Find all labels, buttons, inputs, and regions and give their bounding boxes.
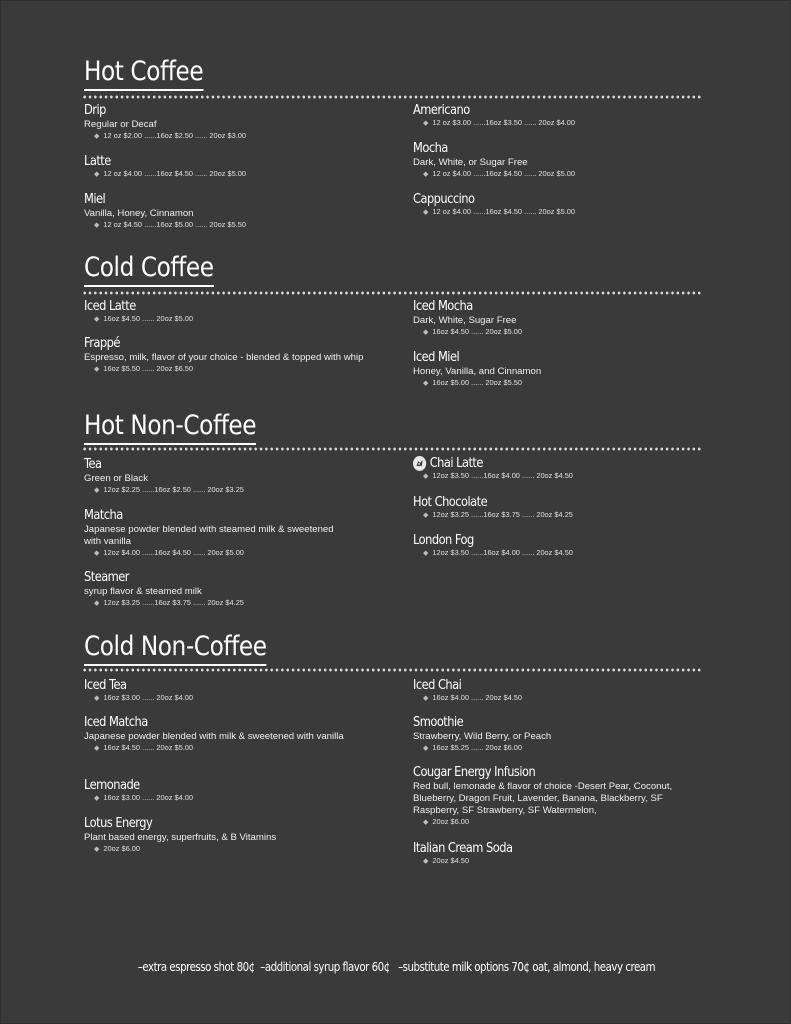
- bullet-icon: ◆: [94, 695, 100, 702]
- item-price: ◆ 12oz $3.25 ......16oz $3.75 ...... 20oz $4.25: [423, 510, 573, 519]
- item-price: ◆ 12 oz $2.00 ......16oz $2.50 ...... 20oz $3.00: [94, 131, 246, 140]
- item-name: Steamer: [84, 570, 129, 585]
- menu-item: [84, 571, 384, 609]
- menu-item: [84, 817, 384, 855]
- item-price: ◆ 20oz $6.00: [94, 844, 140, 853]
- bullet-icon: ◆: [94, 745, 100, 752]
- menu-item: [413, 104, 713, 129]
- item-name: Mocha: [413, 141, 448, 156]
- dotted-divider: [82, 95, 702, 99]
- item-price: ◆ 12oz $3.50 ......16oz $4.00 ...... 20oz $4.50: [423, 548, 573, 557]
- bullet-icon: ◆: [94, 171, 100, 178]
- section-title: Cold Non-Coffee: [84, 631, 267, 666]
- item-price: ◆ 12 oz $3.00 ......16oz $3.50 ...... 20oz $4.00: [423, 118, 575, 127]
- item-description: Strawberry, Wild Berry, or Peach: [413, 731, 552, 742]
- item-price: ◆ 12 oz $4.00 ......16oz $4.50 ...... 20oz $5.00: [423, 207, 575, 216]
- menu-item: [413, 142, 713, 180]
- bullet-icon: ◆: [94, 600, 100, 607]
- item-name: Cougar Energy Infusion: [413, 765, 536, 780]
- section-hot-coffee: [84, 56, 704, 229]
- item-price: ◆ 12oz $2.25 ......16oz $2.50 ...... 20oz $3.25: [94, 485, 244, 494]
- item-price: ◆ 16oz $3.00 ...... 20oz $4.00: [94, 793, 193, 802]
- section-cold-coffee: [84, 252, 704, 387]
- item-price: ◆ 12 oz $4.00 ......16oz $4.50 ...... 20oz $5.00: [423, 169, 575, 178]
- bullet-icon: ◆: [423, 209, 429, 216]
- item-price: ◆ 16oz $4.50 ...... 20oz $5.00: [94, 314, 193, 323]
- menu-item: [413, 496, 713, 521]
- item-name: Chai Latte: [413, 456, 677, 471]
- item-name: Italian Cream Soda: [413, 841, 513, 856]
- item-name: Iced Tea: [84, 678, 127, 693]
- menu-item: [413, 842, 713, 867]
- menu-item: [84, 509, 384, 559]
- item-name: Iced Matcha: [84, 715, 148, 730]
- item-name: Iced Latte: [84, 299, 136, 314]
- dotted-divider: [82, 668, 702, 672]
- dotted-divider: [82, 447, 702, 451]
- item-price: ◆ 12 oz $4.50 ......16oz $5.00 ...... 20oz $5.50: [94, 220, 246, 229]
- menu-item: [84, 679, 384, 704]
- menu-item: [413, 300, 713, 338]
- bullet-icon: ◆: [423, 473, 429, 480]
- section-title: Hot Coffee: [84, 56, 203, 91]
- bullet-icon: ◆: [94, 795, 100, 802]
- footer-text: –extra espresso shot 80¢ –additional syrup flavor 60¢ –substitute milk options 70¢ oat, almond, heavy cream: [137, 959, 656, 974]
- item-price: ◆ 20oz $4.50: [423, 856, 469, 865]
- item-price: ◆ 16oz $4.50 ...... 20oz $5.00: [423, 327, 522, 336]
- item-description: Vanilla, Honey, Cinnamon: [84, 208, 194, 219]
- item-name: Latte: [84, 154, 111, 169]
- bullet-icon: ◆: [423, 120, 429, 127]
- section-title: Hot Non-Coffee: [84, 410, 256, 445]
- menu-item: [413, 351, 713, 389]
- bullet-icon: ◆: [423, 695, 429, 702]
- item-description: Japanese powder blended with steamed milk & sweetened with vanilla: [84, 524, 334, 547]
- item-price: ◆ 12oz $3.25 ......16oz $3.75 ...... 20oz $4.25: [94, 598, 244, 607]
- menu-item: [84, 458, 384, 496]
- bullet-icon: ◆: [423, 380, 429, 387]
- bullet-icon: ◆: [94, 222, 100, 229]
- menu-item: [84, 716, 384, 754]
- menu-item: [84, 193, 384, 231]
- item-description: syrup flavor & steamed milk: [84, 586, 202, 597]
- bullet-icon: ◆: [94, 550, 100, 557]
- dotted-divider: [82, 291, 702, 295]
- bullet-icon: ◆: [94, 487, 100, 494]
- menu-item: [413, 766, 703, 828]
- item-name: Lotus Energy: [84, 816, 153, 831]
- menu-item: [84, 337, 384, 375]
- item-price: ◆ 20oz $6.00: [423, 817, 469, 826]
- bullet-icon: ◆: [423, 550, 429, 557]
- item-description: Dark, White, Sugar Free: [413, 315, 517, 326]
- item-price: ◆ 12oz $4.00 ......16oz $4.50 ...... 20oz $5.00: [94, 548, 244, 557]
- item-description: Regular or Decaf: [84, 119, 157, 130]
- item-name: Iced Chai: [413, 678, 462, 693]
- menu-item: [84, 155, 384, 180]
- item-description: Red bull, lemonade & flavor of choice -Desert Pear, Coconut, Blueberry, Dragon Fruit, Lavender, Banana, Blackberry, SF Raspberry, SF Strawberry, SF Watermelon,: [413, 781, 673, 816]
- footer-extras: [1, 959, 791, 974]
- item-description: Dark, White, or Sugar Free: [413, 157, 528, 168]
- menu-item: [84, 779, 384, 804]
- item-name: Iced Miel: [413, 350, 460, 365]
- menu-item: [413, 716, 713, 754]
- bullet-icon: ◆: [423, 745, 429, 752]
- item-price: ◆ 16oz $4.00 ...... 20oz $4.50: [423, 693, 522, 702]
- bullet-icon: ◆: [423, 329, 429, 336]
- item-name: Americano: [413, 103, 470, 118]
- item-name: London Fog: [413, 533, 474, 548]
- bullet-icon: ◆: [423, 858, 429, 865]
- item-name: Matcha: [84, 508, 123, 523]
- item-price: ◆ 16oz $5.25 ...... 20oz $6.00: [423, 743, 522, 752]
- menu-item: [413, 456, 713, 482]
- menu-item: [413, 534, 713, 559]
- item-price: ◆ 12oz $3.50 ......16oz $4.00 ...... 20oz $4.50: [423, 471, 573, 480]
- item-description: Japanese powder blended with milk & sweetened with vanilla: [84, 731, 344, 742]
- item-price: ◆ 12 oz $4.00 ......16oz $4.50 ...... 20oz $5.00: [94, 169, 246, 178]
- bullet-icon: ◆: [423, 512, 429, 519]
- item-description: Honey, Vanilla, and Cinnamon: [413, 366, 542, 377]
- menu-item: [413, 193, 713, 218]
- menu-item: [413, 679, 713, 704]
- item-price: ◆ 16oz $5.00 ...... 20oz $5.50: [423, 378, 522, 387]
- item-name: Cappuccino: [413, 192, 475, 207]
- bullet-icon: ◆: [94, 846, 100, 853]
- item-description: Plant based energy, superfruits, & B Vitamins: [84, 832, 277, 843]
- item-name: Tea: [84, 457, 102, 472]
- section-hot-non-coffee: [84, 410, 704, 607]
- item-name: Lemonade: [84, 778, 140, 793]
- item-name: Iced Mocha: [413, 299, 473, 314]
- item-price: ◆ 16oz $4.50 ...... 20oz $5.00: [94, 743, 193, 752]
- item-description: Espresso, milk, flavor of your choice - blended & topped with whip: [84, 352, 364, 363]
- item-description: Green or Black: [84, 473, 148, 484]
- cougar-badge-icon: [413, 456, 426, 471]
- item-name: Drip: [84, 103, 106, 118]
- bullet-icon: ◆: [423, 171, 429, 178]
- menu-item: [84, 104, 384, 142]
- bullet-icon: ◆: [423, 819, 429, 826]
- item-name: Frappé: [84, 336, 120, 351]
- item-name: Hot Chocolate: [413, 495, 488, 510]
- item-price: ◆ 16oz $3.00 ...... 20oz $4.00: [94, 693, 193, 702]
- section-title: Cold Coffee: [84, 252, 214, 287]
- bullet-icon: ◆: [94, 133, 100, 140]
- item-name: Smoothie: [413, 715, 464, 730]
- menu-item: [84, 300, 384, 325]
- bullet-icon: ◆: [94, 366, 100, 373]
- item-name: Miel: [84, 192, 106, 207]
- bullet-icon: ◆: [94, 316, 100, 323]
- section-cold-non-coffee: [84, 631, 704, 865]
- item-price: ◆ 16oz $5.50 ...... 20oz $6.50: [94, 364, 193, 373]
